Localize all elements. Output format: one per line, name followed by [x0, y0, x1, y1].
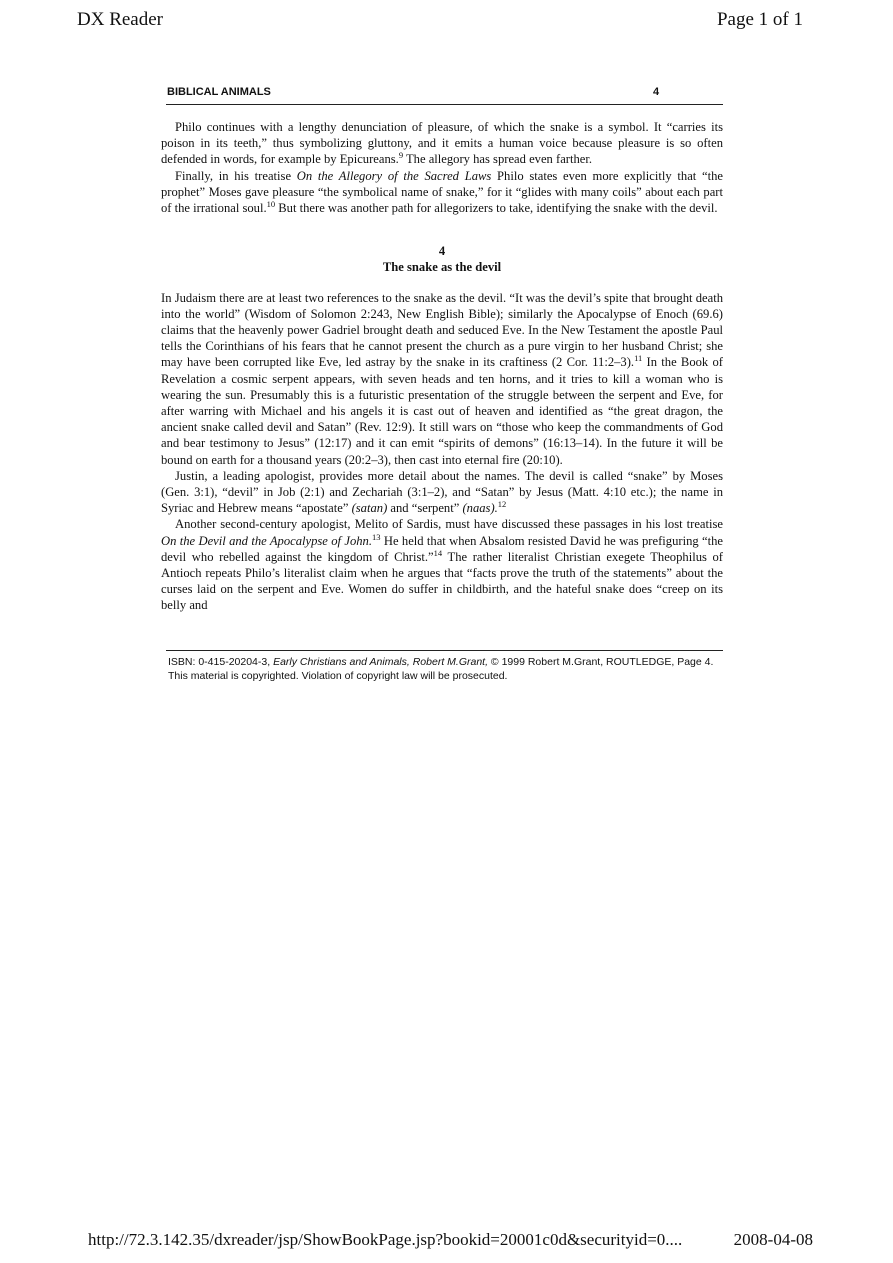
copyright-footer [168, 656, 724, 683]
print-footer-url: http://72.3.142.35/dxreader/jsp/ShowBookPage.jsp?bookid=20001c0d&securityid=0.... [88, 1230, 683, 1249]
text-run: ISBN: 0-415-20204-3, [168, 656, 274, 668]
italic-title: On the Devil and the Apocalypse of John. [161, 533, 373, 548]
page-body [161, 119, 723, 614]
text-run: The rather literalist Christian exegete Theophilus of Antioch repeats Philo’s literalist claim when he argues that “facts prove the truth of the statements” about the curses laid on the serpent and Eve. Women do suffer in childbirth, and the hateful snake does “creep on its belly and [161, 549, 723, 613]
paragraph [161, 168, 723, 217]
italic-title: On the Allegory of the Sacred Laws [296, 168, 492, 183]
section-title: The snake as the devil [382, 260, 502, 275]
text-run: and “serpent” [387, 501, 463, 516]
copyright-notice: This material is copyrighted. Violation of copyright law will be prosecuted. [168, 669, 508, 682]
section-number: 4 [438, 244, 446, 259]
footnote-ref: 14 [433, 547, 443, 558]
text-run: But there was another path for allegorizers to take, identifying the snake with the devil. [275, 201, 718, 216]
running-header-title: BIBLICAL ANIMALS [167, 86, 271, 98]
italic-term: (satan) [351, 501, 388, 516]
paragraph [161, 468, 723, 517]
footnote-ref: 13 [372, 531, 381, 542]
citation-line [168, 656, 724, 670]
print-header-app-name: DX Reader [77, 9, 163, 30]
print-header-page-count: Page 1 of 1 [716, 9, 803, 30]
italic-book-title: Early Christians and Animals, Robert M.Grant, [273, 656, 488, 668]
text-run: In the Book of Revelation a cosmic serpent appears, with seven heads and ten horns, and it tries to kill a woman who is wearing the sun. Presumably this is a futuristic presentation of the struggle between the serpent and Eve, for after warring with Michael and his angels it is cast out of heaven and identified as “the great dragon, the ancient snake called devil and Satan” (Rev. 12:9). It still wars on “those who keep the commandments of God and bear testimony to Jesus” (12:17) and it can emit “spirits of demons” (16:13–14). In the future it will be bound on earth for a thousand years (20:2–3), then cast into eternal fire (20:10). [161, 355, 723, 467]
paragraph [161, 119, 723, 168]
text-run: In Judaism there are at least two references to the snake as the devil. “It was the devil’s spite that brought death into the world” (Wisdom of Solomon 2:243, New English Bible); similarly the Apocalypse of Enoch (69.6) claims that the heavenly power Gadriel brought death and seduced Eve. In the New Testament the apostle Paul tells the Corinthians of his fears that he cannot present the church as a pure virgin to her husband Christ; she may have been corrupted like Eve, led astray by the snake in its craftiness (2 Cor. 11:2–3). [161, 290, 723, 370]
paragraph [161, 290, 723, 468]
text-run: He held that when Absalom resisted David he was prefiguring “the devil who rebelled against the kingdom of Christ.” [161, 533, 723, 564]
footer-divider [166, 650, 723, 651]
book-running-header [166, 84, 723, 105]
text-run: The allegory has spread even farther. [403, 152, 593, 167]
print-footer-date: 2008-04-08 [733, 1230, 813, 1249]
text-run: Justin, a leading apologist, provides more detail about the names. The devil is called “snake” by Moses (Gen. 3:1), “devil” in Job (2:1) and Zechariah (3:1–2), and “Satan” by Jesus (Matt. 4:10 etc.); the name in Syriac and Hebrew means “apostate” [161, 468, 723, 516]
italic-term: (naas). [462, 501, 498, 516]
text-run: Finally, in his treatise [175, 168, 297, 183]
text-run: Philo states even more explicitly that “the prophet” Moses gave pleasure “the symbolical name of snake,” for it “glides with many coils” about each part of the irrational soul. [161, 168, 723, 216]
text-run: Philo continues with a lengthy denunciation of pleasure, of which the snake is a symbol. It “carries its poison in its teeth,” thus symbolizing gluttony, and it emits a human voice because pleasure is so often defended in words, for example by Epicureans. [161, 120, 723, 167]
paragraph [161, 516, 723, 613]
footnote-ref: 10 [266, 198, 276, 209]
text-run: © 1999 Robert M.Grant, ROUTLEDGE, Page 4. [488, 656, 714, 668]
footnote-ref: 12 [497, 499, 507, 510]
footnote-ref: 11 [634, 353, 643, 364]
footnote-ref: 9 [398, 150, 404, 161]
running-header-page-number: 4 [653, 86, 660, 98]
text-run: Another second-century apologist, Melito of Sardis, must have discussed these passages in his lost treatise [175, 517, 723, 532]
